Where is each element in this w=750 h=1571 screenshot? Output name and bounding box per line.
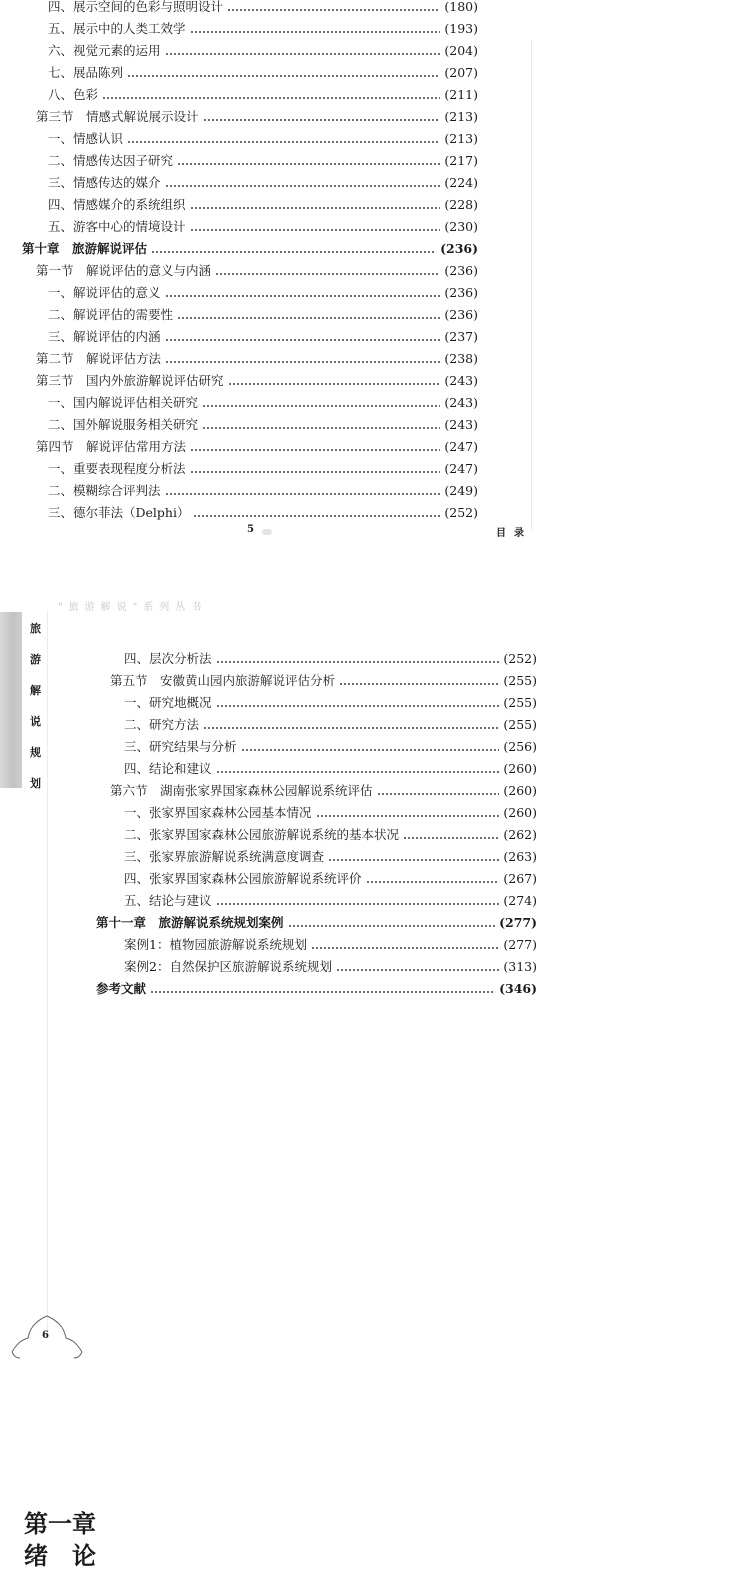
toc-entry-page: (256): [503, 739, 537, 754]
toc-entry: [0, 238, 478, 260]
toc-entry: [0, 40, 478, 62]
toc-entry-page: (260): [503, 761, 537, 776]
toc-entry-page: (236): [444, 307, 478, 322]
toc-entry-page: (313): [503, 959, 537, 974]
dot-leader: [127, 75, 440, 77]
toc-entry-page: (211): [444, 87, 478, 102]
toc-entry-title: 三、情感传达的媒介: [48, 175, 161, 190]
chapter-page: [0, 1416, 750, 1570]
toc-entry-page: (236): [440, 241, 478, 256]
toc-entry-page: (213): [444, 109, 478, 124]
toc-entry: [0, 912, 537, 934]
toc-entry-title: 三、德尔菲法（Delphi）: [48, 505, 190, 520]
dot-leader: [288, 925, 496, 927]
side-tab-char: 说: [30, 715, 41, 728]
toc-entry: [0, 648, 537, 670]
toc-entry-page: (224): [444, 175, 478, 190]
dot-leader: [177, 317, 440, 319]
toc-entry-title: 四、情感媒介的系统组织: [48, 197, 186, 212]
dot-leader: [165, 339, 441, 341]
dot-leader: [203, 727, 499, 729]
toc-entry-page: (267): [503, 871, 537, 886]
toc-entry: [0, 480, 478, 502]
toc-entry-title: 第四节 解说评估常用方法: [36, 439, 187, 454]
toc-entry-page: (252): [503, 651, 537, 666]
dot-leader: [316, 815, 500, 817]
dot-leader: [403, 837, 499, 839]
toc-entry-title: 参考文献: [96, 981, 147, 996]
toc-entry: [0, 824, 537, 846]
toc-entry-page: (180): [444, 0, 478, 14]
toc-page-6: [0, 548, 750, 1416]
dot-leader: [216, 903, 500, 905]
toc-entry: [0, 414, 478, 436]
toc-entry-page: (277): [499, 915, 537, 930]
toc-entry-title: 第十一章 旅游解说系统规划案例: [96, 915, 284, 930]
toc-entry: [0, 458, 478, 480]
toc-entry: [0, 150, 478, 172]
dot-leader: [165, 295, 441, 297]
dot-leader: [377, 793, 500, 795]
toc-entry-title: 一、张家界国家森林公园基本情况: [124, 805, 312, 820]
toc-entry: [0, 670, 537, 692]
dot-leader: [366, 881, 500, 883]
dot-leader: [102, 97, 440, 99]
dot-leader: [165, 185, 441, 187]
dot-leader: [150, 991, 495, 993]
toc-entry: [0, 780, 537, 802]
chapter-heading: 第一章: [24, 1509, 96, 1538]
toc-entry-title: 案例2：自然保护区旅游解说系统规划: [124, 959, 332, 974]
dot-leader: [177, 163, 440, 165]
toc-entry-title: 一、情感认识: [48, 131, 124, 146]
dot-leader: [190, 229, 441, 231]
toc-entry: [0, 106, 478, 128]
dot-leader: [227, 9, 440, 11]
toc-entry: [0, 282, 478, 304]
dot-leader: [241, 749, 500, 751]
toc-entry: [0, 348, 478, 370]
dot-leader: [127, 141, 440, 143]
page-footer: [0, 524, 540, 540]
toc-entry: [0, 392, 478, 414]
toc-entry-title: 四、结论和建议: [124, 761, 212, 776]
toc-entry: [0, 84, 478, 106]
toc-entry: [0, 956, 537, 978]
toc-entry-title: 三、张家界旅游解说系统满意度调查: [124, 849, 325, 864]
toc-entry-title: 第五节 安徽黄山园内旅游解说评估分析: [110, 673, 336, 688]
toc-list-page-5: [0, 0, 478, 524]
dot-leader: [228, 383, 441, 385]
toc-entry: [0, 802, 537, 824]
running-header-label: 目录: [496, 528, 532, 539]
toc-entry-title: 二、情感传达因子研究: [48, 153, 174, 168]
toc-entry-page: (260): [503, 805, 537, 820]
toc-entry-page: (230): [444, 219, 478, 234]
toc-entry: [0, 194, 478, 216]
toc-entry-title: 二、张家界国家森林公园旅游解说系统的基本状况: [124, 827, 400, 842]
dot-leader: [216, 705, 500, 707]
toc-entry: [0, 714, 537, 736]
toc-entry: [0, 868, 537, 890]
side-tab-char: 旅: [30, 622, 41, 635]
toc-entry: [0, 172, 478, 194]
toc-entry: [0, 934, 537, 956]
toc-entry: [0, 890, 537, 912]
toc-entry-page: (237): [444, 329, 478, 344]
toc-entry: [0, 304, 478, 326]
toc-entry-page: (243): [444, 395, 478, 410]
dot-leader: [215, 273, 440, 275]
toc-entry-title: 二、研究方法: [124, 717, 200, 732]
toc-entry: [0, 436, 478, 458]
toc-entry-page: (243): [444, 373, 478, 388]
dot-leader: [328, 859, 499, 861]
toc-entry-page: (204): [444, 43, 478, 58]
page-number: 6: [42, 1330, 49, 1341]
toc-entry: [0, 846, 537, 868]
page-number: 5: [247, 524, 254, 535]
dot-leader: [190, 471, 441, 473]
toc-entry-page: (236): [444, 285, 478, 300]
dot-leader: [151, 251, 436, 253]
toc-entry: [0, 370, 478, 392]
dot-leader: [202, 405, 440, 407]
dot-leader: [216, 771, 500, 773]
toc-entry-title: 五、展示中的人类工效学: [48, 21, 186, 36]
page-number-ornament: [262, 529, 272, 535]
side-tab-char: 规: [30, 746, 41, 759]
toc-entry-page: (236): [444, 263, 478, 278]
toc-entry-page: (193): [444, 21, 478, 36]
toc-entry-title: 一、重要表现程度分析法: [48, 461, 186, 476]
side-tab-char: 游: [30, 653, 41, 666]
toc-page-5: [0, 0, 750, 548]
dot-leader: [165, 53, 441, 55]
dot-leader: [193, 515, 440, 517]
toc-entry-page: (217): [444, 153, 478, 168]
toc-entry-page: (263): [503, 849, 537, 864]
toc-entry-title: 一、解说评估的意义: [48, 285, 161, 300]
toc-entry: [0, 18, 478, 40]
toc-entry-title: 第十章 旅游解说评估: [22, 241, 148, 256]
toc-entry-page: (255): [503, 717, 537, 732]
toc-entry: [0, 0, 478, 18]
toc-entry-title: 四、层次分析法: [124, 651, 212, 666]
toc-entry: [0, 692, 537, 714]
dot-leader: [311, 947, 499, 949]
dot-leader: [336, 969, 499, 971]
toc-entry-title: 七、展品陈列: [48, 65, 124, 80]
toc-entry-page: (260): [503, 783, 537, 798]
toc-entry-page: (249): [444, 483, 478, 498]
dot-leader: [190, 31, 441, 33]
toc-list-page-6: [0, 648, 537, 1000]
toc-entry-page: (255): [503, 695, 537, 710]
series-title: "旅游解说"系列丛书: [58, 602, 208, 613]
chapter-subtitle: 绪 论: [24, 1541, 96, 1570]
toc-entry-page: (247): [444, 461, 478, 476]
toc-entry: [0, 62, 478, 84]
side-tab-char: 划: [30, 777, 41, 790]
toc-entry-page: (255): [503, 673, 537, 688]
dot-leader: [339, 683, 499, 685]
toc-entry: [0, 128, 478, 150]
dot-leader: [190, 449, 440, 451]
toc-entry: [0, 736, 537, 758]
toc-entry-page: (262): [503, 827, 537, 842]
toc-entry-page: (213): [444, 131, 478, 146]
toc-entry: [0, 326, 478, 348]
toc-entry-title: 一、研究地概况: [124, 695, 212, 710]
toc-entry: [0, 216, 478, 238]
toc-entry: [0, 978, 537, 1000]
toc-entry-title: 四、张家界国家森林公园旅游解说系统评价: [124, 871, 362, 886]
toc-entry-page: (277): [503, 937, 537, 952]
dot-leader: [203, 119, 441, 121]
toc-entry-title: 二、解说评估的需要性: [48, 307, 174, 322]
toc-entry: [0, 502, 478, 524]
toc-entry-title: 三、研究结果与分析: [124, 739, 237, 754]
toc-entry-page: (243): [444, 417, 478, 432]
toc-entry-title: 第二节 解说评估方法: [36, 351, 162, 366]
toc-entry-title: 案例1：植物园旅游解说系统规划: [124, 937, 307, 952]
toc-entry-title: 二、模糊综合评判法: [48, 483, 161, 498]
side-tab-char: 解: [30, 684, 41, 697]
toc-entry-page: (252): [444, 505, 478, 520]
toc-entry-title: 第六节 湖南张家界国家森林公园解说系统评估: [110, 783, 373, 798]
toc-entry-title: 第一节 解说评估的意义与内涵: [36, 263, 212, 278]
toc-entry-title: 八、色彩: [48, 87, 99, 102]
dot-leader: [216, 661, 500, 663]
toc-entry-title: 一、国内解说评估相关研究: [48, 395, 199, 410]
page-edge-line: [531, 40, 532, 530]
dot-leader: [190, 207, 441, 209]
toc-entry-title: 第三节 情感式解说展示设计: [36, 109, 199, 124]
toc-entry-title: 三、解说评估的内涵: [48, 329, 161, 344]
dot-leader: [165, 493, 441, 495]
toc-entry-title: 五、结论与建议: [124, 893, 212, 908]
dot-leader: [202, 427, 440, 429]
toc-entry-page: (346): [499, 981, 537, 996]
toc-entry-title: 六、视觉元素的运用: [48, 43, 161, 58]
dot-leader: [165, 361, 440, 363]
toc-entry: [0, 260, 478, 282]
page-number-ornament: [8, 1312, 86, 1362]
toc-entry: [0, 758, 537, 780]
toc-entry-title: 二、国外解说服务相关研究: [48, 417, 199, 432]
toc-entry-page: (207): [444, 65, 478, 80]
toc-entry-page: (247): [444, 439, 478, 454]
toc-entry-page: (274): [503, 893, 537, 908]
toc-entry-title: 第三节 国内外旅游解说评估研究: [36, 373, 224, 388]
toc-entry-title: 五、游客中心的情境设计: [48, 219, 186, 234]
toc-entry-title: 四、展示空间的色彩与照明设计: [48, 0, 224, 14]
toc-entry-page: (228): [444, 197, 478, 212]
toc-entry-page: (238): [444, 351, 478, 366]
